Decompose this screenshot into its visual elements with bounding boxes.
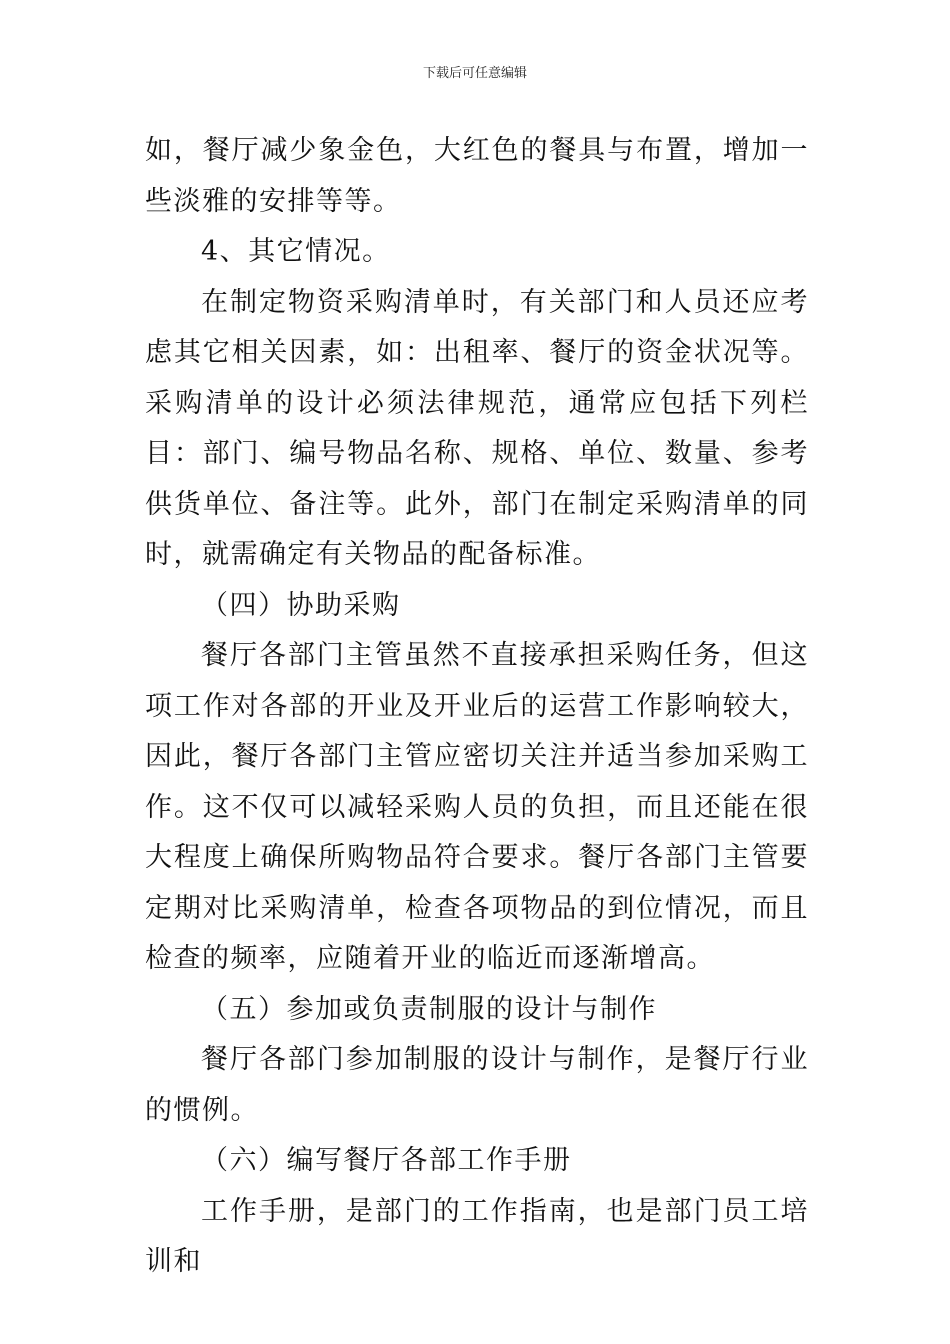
section-heading-6: （六）编写餐厅各部工作手册 [201,1145,572,1176]
paragraph-work-manual: 工作手册，是部门的工作指南，也是部门员工培训和 [145,1195,809,1277]
paragraph-continuation: 如，餐厅减少象金色，大红色的餐具与布置，增加一些淡雅的安排等等。 [145,135,809,217]
section-heading-5: （五）参加或负责制服的设计与制作 [201,993,657,1025]
paragraph-assist-procurement: 餐厅各部门主管虽然不直接承担采购任务，但这项工作对各部的开业及开业后的运营工作影响较大，因此，餐厅各部门主管应密切关注并适当参加采购工作。这不仅可以减轻采购人员的负担，而且还能在很大程度上确保所购物品符合要求。餐厅各部门主管要定期对比采购清单，检查各项物品的到位情况，而且检查的频率，应随着开业的临近而逐渐增高。 [145,640,809,974]
document-body [145,126,809,1288]
paragraph-uniform-design: 餐厅各部门参加制服的设计与制作，是餐厅行业的惯例。 [145,1044,809,1126]
paragraph-procurement-list: 在制定物资采购清单时，有关部门和人员还应考虑其它相关因素，如：出租率、餐厅的资金状况等。采购清单的设计必须法律规范，通常应包括下列栏目：部门、编号物品名称、规格、单位、数量、参考供货单位、备注等。此外，部门在制定采购清单的同时，就需确定有关物品的配备标准。 [145,286,809,570]
page-header-note: 下载后可任意编辑 [422,66,527,81]
section-heading-4: （四）协助采购 [201,589,401,621]
item-heading-4: 4、其它情况。 [201,236,391,267]
